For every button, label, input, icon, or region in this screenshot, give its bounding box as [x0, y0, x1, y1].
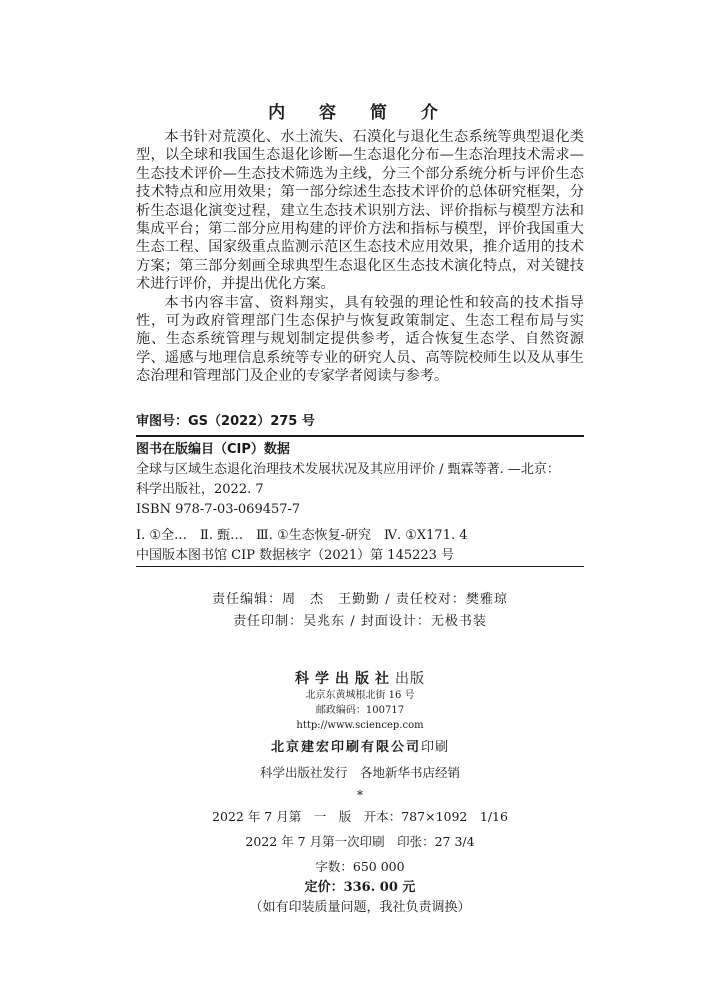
quality-note: （如有印装质量问题，我社负责调换）	[249, 900, 471, 915]
cip-isbn: ISBN 978-7-03-069457-7	[136, 502, 301, 517]
distribution: 科学出版社发行 各地新华书店经销	[259, 765, 460, 780]
publisher-url: http://www.sciencep.com	[296, 720, 424, 731]
map-review-number: 审图号：GS（2022）275 号	[136, 414, 315, 429]
summary-paragraph-2: 本书内容丰富、资料翔实，具有较强的理论性和较高的技术指导性，可为政府管理部门生态保护与恢复政策制定、生态工程布局与实施、生态系统管理与规划制定提供参考，适合恢复生态学、自然资源学、遥感与地理信息系统等专业的研究人员、高等院校师生以及从事生态治理和管理部门及企业的专家学者阅读与参考。	[136, 294, 584, 385]
printer-name: 北京建宏印刷有限公司	[270, 740, 421, 755]
edition-info: 2022 年 7 月第 一 版 开本：787×1092 1/16	[212, 809, 508, 824]
page-title: 内 容 简 介	[268, 103, 452, 123]
printing-info: 2022 年 7 月第一次印刷 印张：27 3/4	[245, 834, 475, 849]
cip-block	[136, 412, 584, 567]
publisher-name: 科学出版社	[295, 671, 395, 687]
cip-book-line-1: 全球与区域生态退化治理技术发展状况及其应用评价 / 甄霖等著. —北京：	[136, 462, 560, 477]
printer-line	[0, 736, 720, 755]
publisher-name-line	[0, 668, 720, 688]
editors-line-1: 责任编辑：周 杰 王勤勤 / 责任校对：樊雅琼	[212, 592, 508, 607]
publisher-postcode: 邮政编码：100717	[315, 705, 405, 716]
content-summary	[136, 128, 584, 386]
publisher-address: 北京东黄城根北街 16 号	[305, 690, 415, 701]
cip-bottom-rule	[136, 566, 584, 567]
editors-line-2: 责任印制：吴兆东 / 封面设计：无极书装	[233, 614, 487, 629]
cip-classification: Ⅰ. ①全… Ⅱ. 甄… Ⅲ. ①生态恢复-研究 Ⅳ. ①X171. 4	[136, 528, 468, 543]
publisher-block	[0, 668, 720, 918]
publisher-name-suffix: 出版	[395, 671, 425, 687]
price: 定价：336. 00 元	[304, 880, 416, 895]
summary-paragraph-1: 本书针对荒漠化、水土流失、石漠化与退化生态系统等典型退化类型，以全球和我国生态退化诊断—生态退化分布—生态治理技术需求—生态技术评价—生态技术筛选为主线，分三个部分系统分析与评价生态技术特点和应用效果；第一部分综述生态技术评价的总体研究框架，分析生态退化演变过程，建立生态技术识别方法、评价指标与模型方法和集成平台；第二部分应用构建的评价方法和指标与模型，评价我国重大生态工程、国家级重点监测示范区生态技术应用效果，推介适用的技术方案；第三部分刻画全球典型生态退化区生态技术演化特点，对关键技术进行评价，并提出优化方案。	[136, 129, 584, 293]
printer-suffix: 印刷	[421, 740, 450, 755]
word-count: 字数：650 000	[315, 859, 405, 874]
cip-record-number: 中国版本图书馆 CIP 数据核字（2021）第 145223 号	[136, 548, 455, 563]
cip-book-line-2: 科学出版社，2022. 7	[136, 482, 264, 497]
separator-star: *	[357, 788, 363, 802]
cip-top-rule	[136, 435, 584, 437]
cip-heading: 图书在版编目（CIP）数据	[136, 442, 290, 457]
